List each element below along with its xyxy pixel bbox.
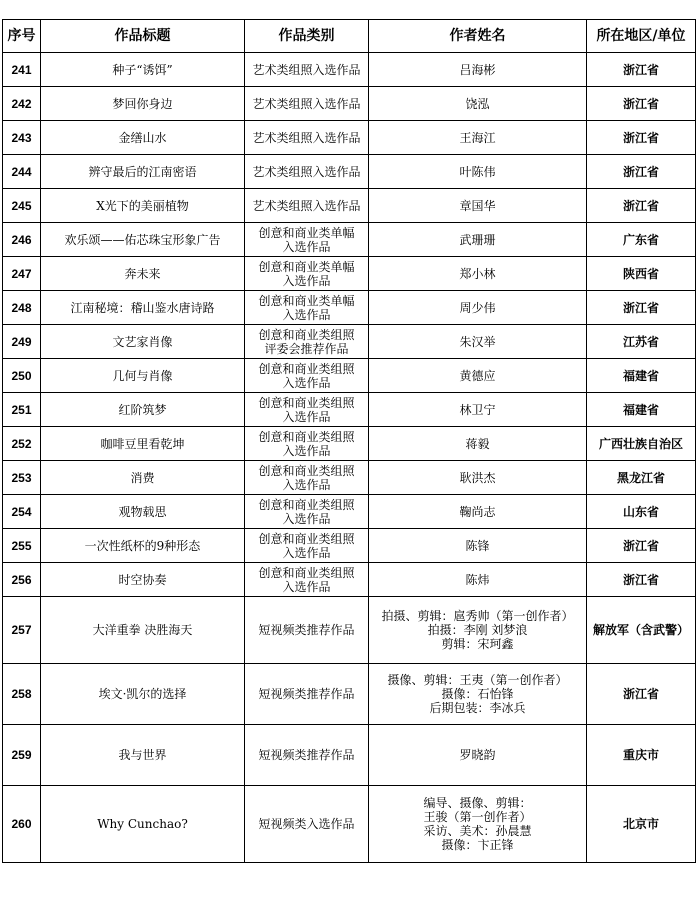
cell-title: 埃文·凯尔的选择 (41, 664, 245, 725)
cell-title: 咖啡豆里看乾坤 (41, 427, 245, 461)
cell-region: 黑龙江省 (587, 461, 696, 495)
header-author: 作者姓名 (369, 20, 587, 53)
cell-title: 我与世界 (41, 725, 245, 786)
cell-title: 一次性纸杯的9种形态 (41, 529, 245, 563)
cell-author: 林卫宁 (369, 393, 587, 427)
cell-region: 浙江省 (587, 291, 696, 325)
table-row (3, 427, 696, 461)
table-row (3, 664, 696, 725)
cell-number: 253 (3, 461, 41, 495)
cell-category: 创意和商业类单幅 入选作品 (245, 291, 369, 325)
cell-number: 251 (3, 393, 41, 427)
cell-number: 255 (3, 529, 41, 563)
table-row (3, 121, 696, 155)
cell-region: 广西壮族自治区 (587, 427, 696, 461)
cell-category: 创意和商业类组照 入选作品 (245, 427, 369, 461)
cell-author: 武珊珊 (369, 223, 587, 257)
table-row (3, 529, 696, 563)
cell-region: 解放军（含武警） (587, 597, 696, 664)
cell-number: 254 (3, 495, 41, 529)
table-row (3, 155, 696, 189)
cell-category: 短视频类入选作品 (245, 786, 369, 863)
header-category: 作品类别 (245, 20, 369, 53)
cell-title: 大洋重拳 决胜海天 (41, 597, 245, 664)
cell-category: 创意和商业类组照 入选作品 (245, 393, 369, 427)
cell-author: 罗晓韵 (369, 725, 587, 786)
table-header-row (3, 20, 696, 53)
cell-region: 浙江省 (587, 529, 696, 563)
cell-category: 艺术类组照入选作品 (245, 53, 369, 87)
table-row (3, 359, 696, 393)
cell-number: 241 (3, 53, 41, 87)
cell-number: 244 (3, 155, 41, 189)
cell-author: 拍摄、剪辑：扈秀帅（第一创作者） 拍摄：李刚 刘梦浪 剪辑：宋珂鑫 (369, 597, 587, 664)
cell-title: 消费 (41, 461, 245, 495)
table-row (3, 786, 696, 863)
cell-author: 饶泓 (369, 87, 587, 121)
cell-region: 浙江省 (587, 563, 696, 597)
cell-author: 编导、摄像、剪辑： 王骏（第一创作者） 采访、美术：孙晨慧 摄像：卞正锋 (369, 786, 587, 863)
results-table (2, 19, 696, 863)
header-region: 所在地区/单位 (587, 20, 696, 53)
cell-number: 257 (3, 597, 41, 664)
cell-region: 福建省 (587, 359, 696, 393)
cell-title: 金缮山水 (41, 121, 245, 155)
table-row (3, 495, 696, 529)
cell-number: 246 (3, 223, 41, 257)
table-row (3, 53, 696, 87)
cell-title: 奔未来 (41, 257, 245, 291)
cell-author: 吕海彬 (369, 53, 587, 87)
cell-author: 王海江 (369, 121, 587, 155)
cell-title: 辨守最后的江南密语 (41, 155, 245, 189)
cell-region: 山东省 (587, 495, 696, 529)
cell-number: 250 (3, 359, 41, 393)
cell-title: 江南秘境：稽山鉴水唐诗路 (41, 291, 245, 325)
cell-category: 短视频类推荐作品 (245, 597, 369, 664)
cell-author: 鞠尚志 (369, 495, 587, 529)
cell-number: 252 (3, 427, 41, 461)
cell-region: 重庆市 (587, 725, 696, 786)
table-row (3, 325, 696, 359)
cell-region: 浙江省 (587, 189, 696, 223)
header-title: 作品标题 (41, 20, 245, 53)
cell-region: 江苏省 (587, 325, 696, 359)
cell-number: 258 (3, 664, 41, 725)
cell-title: X光下的美丽植物 (41, 189, 245, 223)
table-row (3, 597, 696, 664)
cell-author: 章国华 (369, 189, 587, 223)
table-row (3, 393, 696, 427)
cell-author: 陈锋 (369, 529, 587, 563)
table-row (3, 189, 696, 223)
cell-title: 文艺家肖像 (41, 325, 245, 359)
cell-number: 242 (3, 87, 41, 121)
table-row (3, 291, 696, 325)
cell-category: 创意和商业类组照 入选作品 (245, 563, 369, 597)
table-row (3, 461, 696, 495)
table-row (3, 725, 696, 786)
cell-category: 创意和商业类组照 入选作品 (245, 461, 369, 495)
cell-region: 广东省 (587, 223, 696, 257)
cell-category: 创意和商业类单幅 入选作品 (245, 257, 369, 291)
cell-region: 浙江省 (587, 155, 696, 189)
cell-title: 欢乐颂——佑芯珠宝形象广告 (41, 223, 245, 257)
cell-category: 创意和商业类单幅 入选作品 (245, 223, 369, 257)
cell-region: 福建省 (587, 393, 696, 427)
table-row (3, 563, 696, 597)
cell-category: 短视频类推荐作品 (245, 725, 369, 786)
cell-title: 梦回你身边 (41, 87, 245, 121)
cell-author: 摄像、剪辑：王夷（第一创作者） 摄像：石怡锋 后期包装：李冰兵 (369, 664, 587, 725)
table-row (3, 223, 696, 257)
cell-category: 创意和商业类组照 入选作品 (245, 495, 369, 529)
cell-category: 艺术类组照入选作品 (245, 155, 369, 189)
cell-region: 陕西省 (587, 257, 696, 291)
table-row (3, 257, 696, 291)
cell-number: 259 (3, 725, 41, 786)
cell-author: 蒋毅 (369, 427, 587, 461)
cell-title: 种子“诱饵” (41, 53, 245, 87)
cell-author: 郑小林 (369, 257, 587, 291)
cell-number: 249 (3, 325, 41, 359)
cell-category: 创意和商业类组照 入选作品 (245, 529, 369, 563)
cell-region: 浙江省 (587, 121, 696, 155)
cell-category: 艺术类组照入选作品 (245, 87, 369, 121)
cell-title: 时空协奏 (41, 563, 245, 597)
cell-author: 周少伟 (369, 291, 587, 325)
cell-number: 247 (3, 257, 41, 291)
cell-category: 艺术类组照入选作品 (245, 189, 369, 223)
cell-number: 243 (3, 121, 41, 155)
cell-number: 245 (3, 189, 41, 223)
cell-category: 创意和商业类组照 入选作品 (245, 359, 369, 393)
cell-author: 耿洪杰 (369, 461, 587, 495)
cell-number: 256 (3, 563, 41, 597)
cell-category: 艺术类组照入选作品 (245, 121, 369, 155)
cell-number: 260 (3, 786, 41, 863)
header-number: 序号 (3, 20, 41, 53)
cell-region: 北京市 (587, 786, 696, 863)
cell-title: 红阶筑梦 (41, 393, 245, 427)
cell-region: 浙江省 (587, 87, 696, 121)
cell-author: 朱汉举 (369, 325, 587, 359)
cell-title: Why Cunchao? (41, 786, 245, 863)
cell-author: 叶陈伟 (369, 155, 587, 189)
cell-region: 浙江省 (587, 53, 696, 87)
cell-region: 浙江省 (587, 664, 696, 725)
cell-number: 248 (3, 291, 41, 325)
cell-title: 几何与肖像 (41, 359, 245, 393)
cell-category: 短视频类推荐作品 (245, 664, 369, 725)
cell-author: 黄德应 (369, 359, 587, 393)
cell-title: 观物载思 (41, 495, 245, 529)
table-row (3, 87, 696, 121)
cell-author: 陈炜 (369, 563, 587, 597)
cell-category: 创意和商业类组照 评委会推荐作品 (245, 325, 369, 359)
